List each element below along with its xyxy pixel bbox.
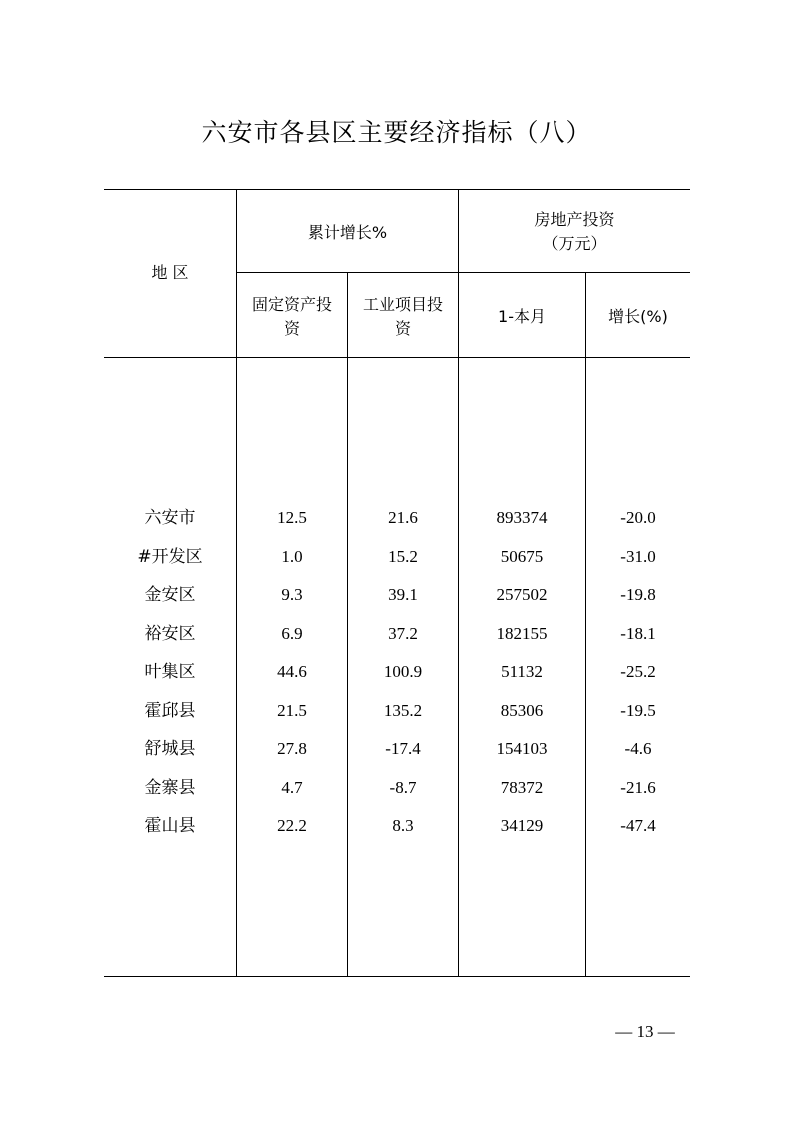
cell-realestate: 78372 [500,778,544,797]
cell-fixed-asset: 12.5 [277,508,307,527]
page-title: 六安市各县区主要经济指标（八） [201,118,592,147]
table-row [104,699,690,723]
cell-fixed-asset: 6.9 [281,624,303,643]
header-cumulative-growth: 累计增长% [307,223,388,242]
cell-realestate: 51132 [501,662,543,681]
header-growth: 增长(%) [608,307,668,326]
cell-region: 霍山县 [144,816,196,836]
table-top-border [104,189,690,190]
table-row [104,622,690,646]
cell-industrial: 135.2 [383,701,423,720]
cell-industrial: -8.7 [389,778,417,797]
table-row [104,776,690,800]
cell-region: 六安市 [144,508,196,528]
table-row [104,660,690,684]
cell-fixed-asset: 21.5 [277,701,307,720]
header-ytd: 1-本月 [498,307,546,326]
table-row [104,506,690,530]
cell-growth: -19.5 [620,701,656,720]
cell-industrial: 37.2 [388,624,418,643]
cell-fixed-asset: 1.0 [281,547,303,566]
cell-realestate: 85306 [500,701,544,720]
cell-industrial: 21.6 [388,508,418,527]
cell-fixed-asset: 44.6 [277,662,307,681]
cell-region: 霍邱县 [144,701,196,721]
cell-industrial: 100.9 [383,662,423,681]
cell-growth: -4.6 [624,739,652,758]
cell-growth: -19.8 [620,585,656,604]
cell-growth: -31.0 [620,547,656,566]
cell-growth: -47.4 [620,816,656,835]
cell-industrial: 8.3 [392,816,414,835]
cell-realestate: 34129 [500,816,544,835]
cell-fixed-asset: 27.8 [277,739,307,758]
cell-region: #开发区 [137,547,203,567]
header-divider [237,272,690,273]
cell-region: 金安区 [144,585,196,605]
header-industrial-line2: 资 [394,319,411,338]
cell-region: 金寨县 [144,778,196,798]
table-bottom-border [104,976,690,977]
cell-realestate: 893374 [496,508,548,527]
cell-growth: -21.6 [620,778,656,797]
table-row [104,583,690,607]
header-bottom-border [104,357,690,358]
header-fixed-asset-line2: 资 [283,319,300,338]
table-row [104,737,690,761]
table-row [104,814,690,838]
cell-region: 舒城县 [144,739,196,759]
page-number: — 13 — [615,1022,675,1041]
cell-region: 叶集区 [144,662,196,682]
cell-realestate: 154103 [496,739,548,758]
cell-region: 裕安区 [144,624,196,644]
cell-growth: -18.1 [620,624,656,643]
cell-industrial: -17.4 [385,739,421,758]
header-region: 地 区 [151,263,189,282]
cell-growth: -20.0 [620,508,656,527]
cell-fixed-asset: 22.2 [277,816,307,835]
cell-realestate: 182155 [496,624,548,643]
cell-industrial: 15.2 [388,547,418,566]
cell-industrial: 39.1 [388,585,418,604]
cell-fixed-asset: 4.7 [281,778,303,797]
header-realestate-line2: （万元） [542,234,607,253]
header-industrial-line1: 工业项目投 [362,295,443,314]
cell-realestate: 257502 [496,585,548,604]
table-row [104,545,690,569]
cell-growth: -25.2 [620,662,656,681]
cell-fixed-asset: 9.3 [281,585,303,604]
header-realestate-line1: 房地产投资 [534,210,615,229]
header-fixed-asset-line1: 固定资产投 [251,295,332,314]
cell-realestate: 50675 [500,547,544,566]
